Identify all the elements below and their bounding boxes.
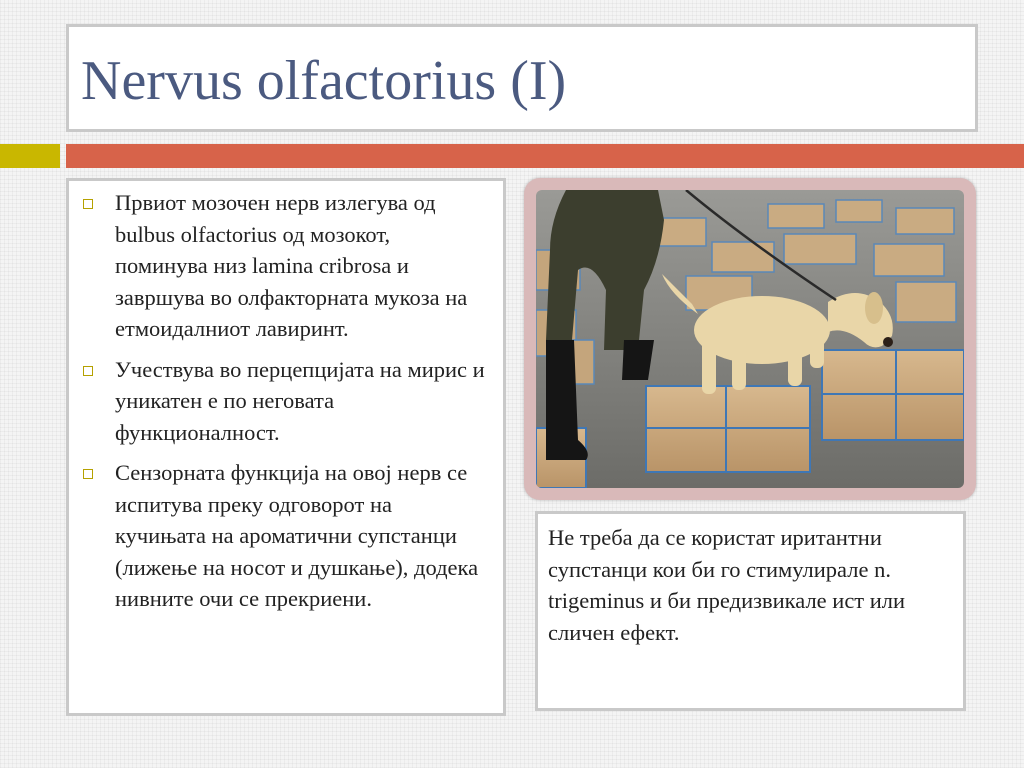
accent-bar-red: [66, 144, 1024, 168]
square-bullet-icon: [83, 469, 93, 479]
sniffer-dog-photo: [536, 190, 964, 488]
bullet-item: [81, 187, 487, 345]
photo-frame: [524, 178, 976, 500]
square-bullet-icon: [83, 366, 93, 376]
bullet-text-box: [66, 178, 506, 716]
bullet-text: Учествува во перцепцијата на мирис и уникатен е по неговата функционалност.: [115, 356, 485, 445]
title-box: [66, 24, 978, 132]
bullet-item: [81, 457, 487, 615]
square-bullet-icon: [83, 199, 93, 209]
note-text: Не треба да се користат иритантни супстанци кои би го стимулирале n. trigeminus и би предизвикале ист или сличен ефект.: [548, 525, 906, 645]
bullet-text: Првиот мозочен нерв излегува од bulbus olfactorius од мозокот, поминува низ lamina cribrosa и завршува во олфакторната мукоза на етмоидалниот лавиринт.: [115, 190, 468, 341]
bullet-item: [81, 354, 487, 449]
slide-title: Nervus olfactorius (I): [81, 50, 567, 112]
bullet-list: [81, 187, 487, 615]
note-box: [535, 511, 966, 711]
bullet-text: Сензорната функција на овој нерв се испитува преку одговорот на кучињата на ароматични супстанци (лижење на носот и душкање), додека нивните очи се прекриени.: [115, 460, 479, 611]
accent-bar-yellow: [0, 144, 60, 168]
